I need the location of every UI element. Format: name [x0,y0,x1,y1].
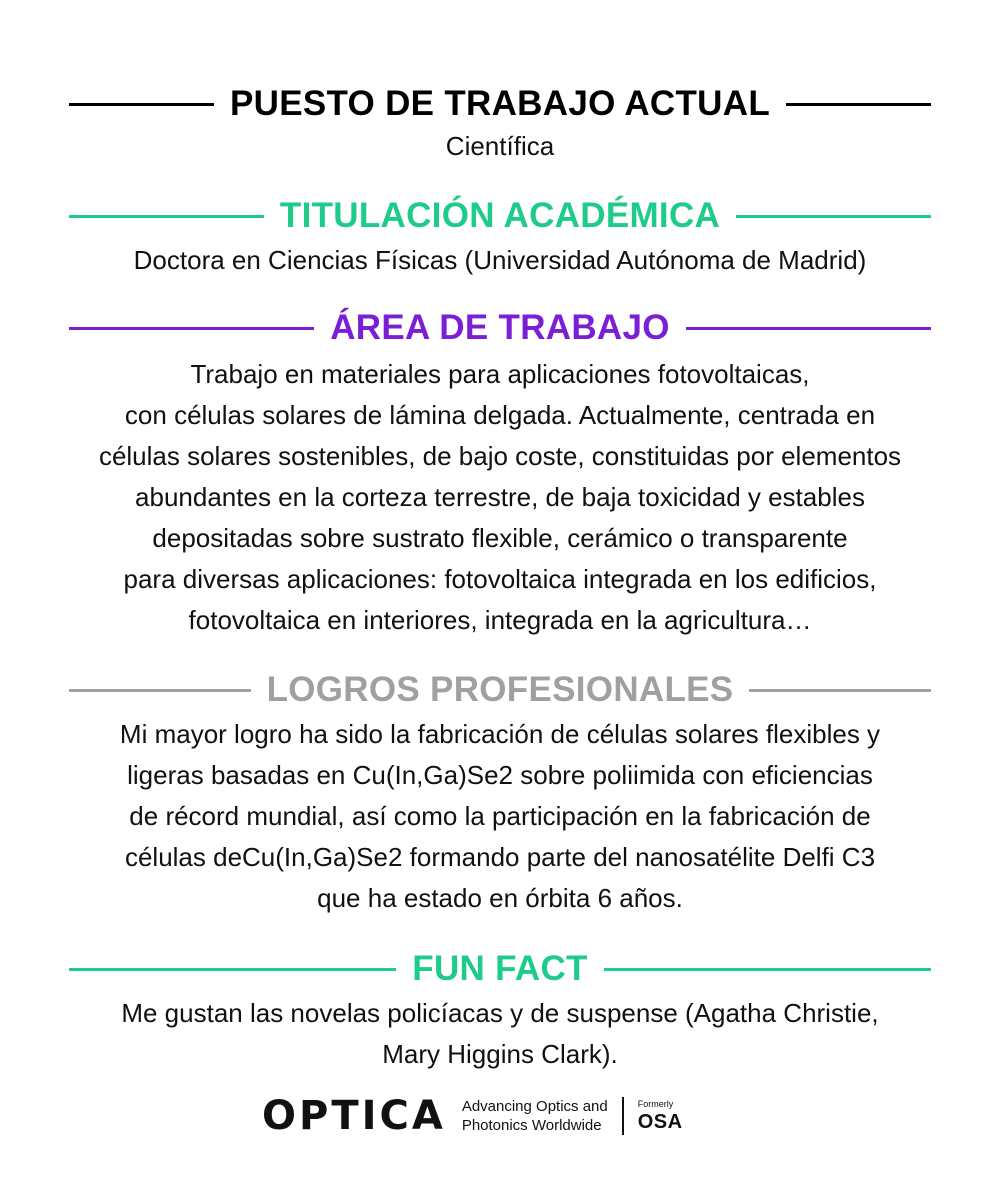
heading-title: FUN FACT [412,949,588,988]
heading-rule-left [69,327,314,330]
heading-rule-right [749,689,931,692]
heading-title: LOGROS PROFESIONALES [266,670,734,709]
achievements-text: Mi mayor logro ha sido la fabricación de células solares flexibles y ligeras basadas en Cu(In,Ga)Se2 sobre poliimida con eficiencias de récord mundial, así como la participación en la fabricación de células deCu(In,Ga)Se2 formando parte del nanosatélite Delfi C3 que ha estado en órbita 6 años. [119,719,881,913]
logo-tagline: Advancing Optics and Photonics Worldwide [461,1098,608,1134]
job-title-text: Científica [445,131,555,161]
heading-rule-right [736,215,931,218]
heading-achievements [69,666,931,714]
heading-degree [69,192,931,240]
section-achievements [0,666,1000,919]
section-degree [0,192,1000,278]
heading-funfact [69,945,931,993]
section-area [0,304,1000,641]
heading-rule-right [686,327,931,330]
heading-job [69,80,931,128]
heading-title: ÁREA DE TRABAJO [330,308,670,347]
logo-wordmark: OPTICA [262,1093,446,1139]
area-text: Trabajo en materiales para aplicaciones fotovoltaicas, con células solares de lámina delgada. Actualmente, centrada en células solares sostenibles, de bajo coste, constituidas por elementos abundantes en la corteza terrestre, de baja toxicidad y estables depositadas sobre sustrato flexible, cerámico o transparente para diversas aplicaciones: fotovoltaica integrada en los edificios, fotovoltaica en interiores, integrada en la agricultura… [98,359,902,635]
optica-logo [262,1092,742,1140]
heading-rule-right [604,968,931,971]
heading-rule-left [69,103,214,106]
section-funfact [0,945,1000,1075]
section-job [0,80,1000,164]
heading-rule-left [69,215,264,218]
heading-title: PUESTO DE TRABAJO ACTUAL [230,84,771,123]
funfact-text: Me gustan las novelas policíacas y de suspense (Agatha Christie, Mary Higgins Clark). [121,998,879,1069]
logo-former-name: OSA [637,1111,683,1133]
heading-rule-left [69,689,251,692]
degree-text: Doctora en Ciencias Físicas (Universidad Autónoma de Madrid) [133,245,867,275]
heading-title: TITULACIÓN ACADÉMICA [279,196,721,235]
heading-rule-left [69,968,396,971]
logo-formerly-block [638,1098,683,1134]
heading-area [69,304,931,352]
logo-formerly-label: Formerly [637,1099,674,1109]
heading-rule-right [786,103,931,106]
logo-divider [622,1097,624,1135]
